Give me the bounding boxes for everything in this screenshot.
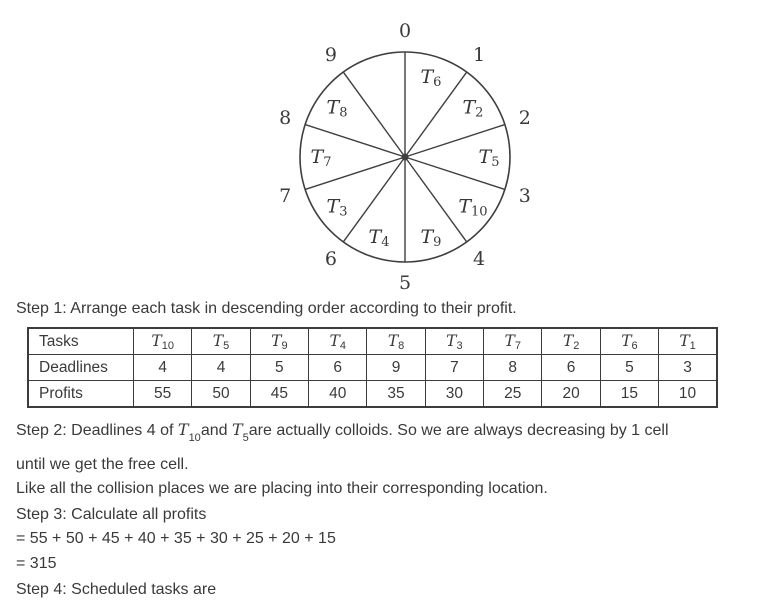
- table-cell: 35: [367, 381, 425, 408]
- step3-text: Step 3: Calculate all profits: [16, 506, 207, 523]
- table-cell: 40: [309, 381, 367, 408]
- profit-total-text: = 315: [16, 555, 57, 572]
- table-cell: 30: [425, 381, 483, 408]
- math-task-label: $T_1$: [679, 332, 696, 352]
- wheel-task-label: $T_8$: [326, 96, 348, 121]
- table-cell: [600, 328, 658, 355]
- step2-text-line2: until we get the free cell.: [16, 456, 189, 473]
- table-cell: 5: [600, 355, 658, 381]
- tasks-table: [27, 327, 718, 408]
- table-cell: 4: [134, 355, 192, 381]
- wheel-task-label: $T_4$: [368, 225, 390, 250]
- step1-text: Step 1: Arrange each task in descending order according to their profit.: [16, 300, 517, 317]
- wheel-position-label: 2: [518, 107, 531, 130]
- wheel-center-dot: [402, 154, 409, 161]
- wheel-task-label: $T_3$: [326, 195, 348, 219]
- math-task-label: $T_7$: [504, 332, 521, 352]
- math-task-label: $T_2$: [562, 332, 580, 352]
- table-cell: [425, 328, 483, 355]
- wheel-spoke: [343, 72, 405, 157]
- wheel-task-label: $T_7$: [310, 146, 332, 170]
- table-cell: [134, 328, 192, 355]
- collision-note-text: Like all the collision places we are placing into their corresponding location.: [16, 480, 548, 497]
- wheel-position-label: 3: [518, 184, 531, 207]
- table-cell: 7: [425, 355, 483, 381]
- table-cell: [250, 328, 308, 355]
- table-cell: 6: [542, 355, 600, 381]
- wheel-position-label: 7: [279, 184, 292, 207]
- table-cell: [484, 328, 542, 355]
- table-cell: 20: [542, 381, 600, 408]
- table-cell: [542, 328, 600, 355]
- wheel-task-label: $T_9$: [420, 225, 442, 250]
- wheel-position-label: 1: [473, 44, 486, 67]
- math-task-label: $T_6$: [621, 332, 638, 352]
- table-cell: 15: [600, 381, 658, 408]
- table-cell: 5: [250, 355, 308, 381]
- wheel-position-label: 5: [398, 272, 412, 294]
- wheel-task-label: $T_5$: [478, 146, 500, 170]
- table-cell: 4: [192, 355, 250, 381]
- math-task-label: $T_5$: [212, 332, 230, 352]
- wheel-position-label: 0: [398, 20, 412, 42]
- table-row-header: Tasks: [28, 328, 134, 355]
- table-cell: 6: [309, 355, 367, 381]
- wheel-position-label: 6: [324, 247, 337, 270]
- task-wheel-diagram: [0, 0, 782, 296]
- table-cell: [659, 328, 717, 355]
- table-row-header: Profits: [28, 381, 134, 408]
- step2-text-line1: Step 2: Deadlines 4 of $T_{10}and$ $T_5are$ actually colloids. So we are always decreasing by 1 cell: [16, 420, 669, 444]
- math-task-label: $T_{10}$: [151, 332, 174, 352]
- math-task-label: $T_{10}$: [177, 420, 201, 444]
- table-cell: 50: [192, 381, 250, 408]
- table-row: [28, 355, 717, 381]
- wheel-position-label: 4: [473, 247, 486, 270]
- table-cell: [192, 328, 250, 355]
- table-cell: 8: [484, 355, 542, 381]
- profit-sum-text: = 55 + 50 + 45 + 40 + 35 + 30 + 25 + 20 + 15: [16, 530, 336, 547]
- math-task-label: $T_3$: [446, 332, 463, 352]
- table-cell: 45: [250, 381, 308, 408]
- table-row: [28, 381, 717, 408]
- math-task-label: $T_4$: [329, 332, 346, 352]
- math-task-label: $T_8$: [387, 332, 405, 352]
- table-cell: [309, 328, 367, 355]
- table-row-header: Deadlines: [28, 355, 134, 381]
- table-cell: 55: [134, 381, 192, 408]
- math-task-label: $T_9$: [271, 332, 288, 352]
- step4-text: Step 4: Scheduled tasks are: [16, 581, 217, 598]
- wheel-task-label: $T_2$: [462, 96, 484, 121]
- table-cell: 3: [659, 355, 717, 381]
- table-cell: 25: [484, 381, 542, 408]
- table-cell: 10: [659, 381, 717, 408]
- wheel-position-label: 9: [324, 44, 337, 67]
- wheel-task-label: $T_6$: [420, 66, 442, 90]
- table-cell: [367, 328, 425, 355]
- math-task-label: $T_5$: [231, 420, 249, 444]
- wheel-task-label: $T_{10}$: [458, 195, 488, 219]
- wheel-position-label: 8: [279, 107, 292, 130]
- table-row: [28, 328, 717, 355]
- table-cell: 9: [367, 355, 425, 381]
